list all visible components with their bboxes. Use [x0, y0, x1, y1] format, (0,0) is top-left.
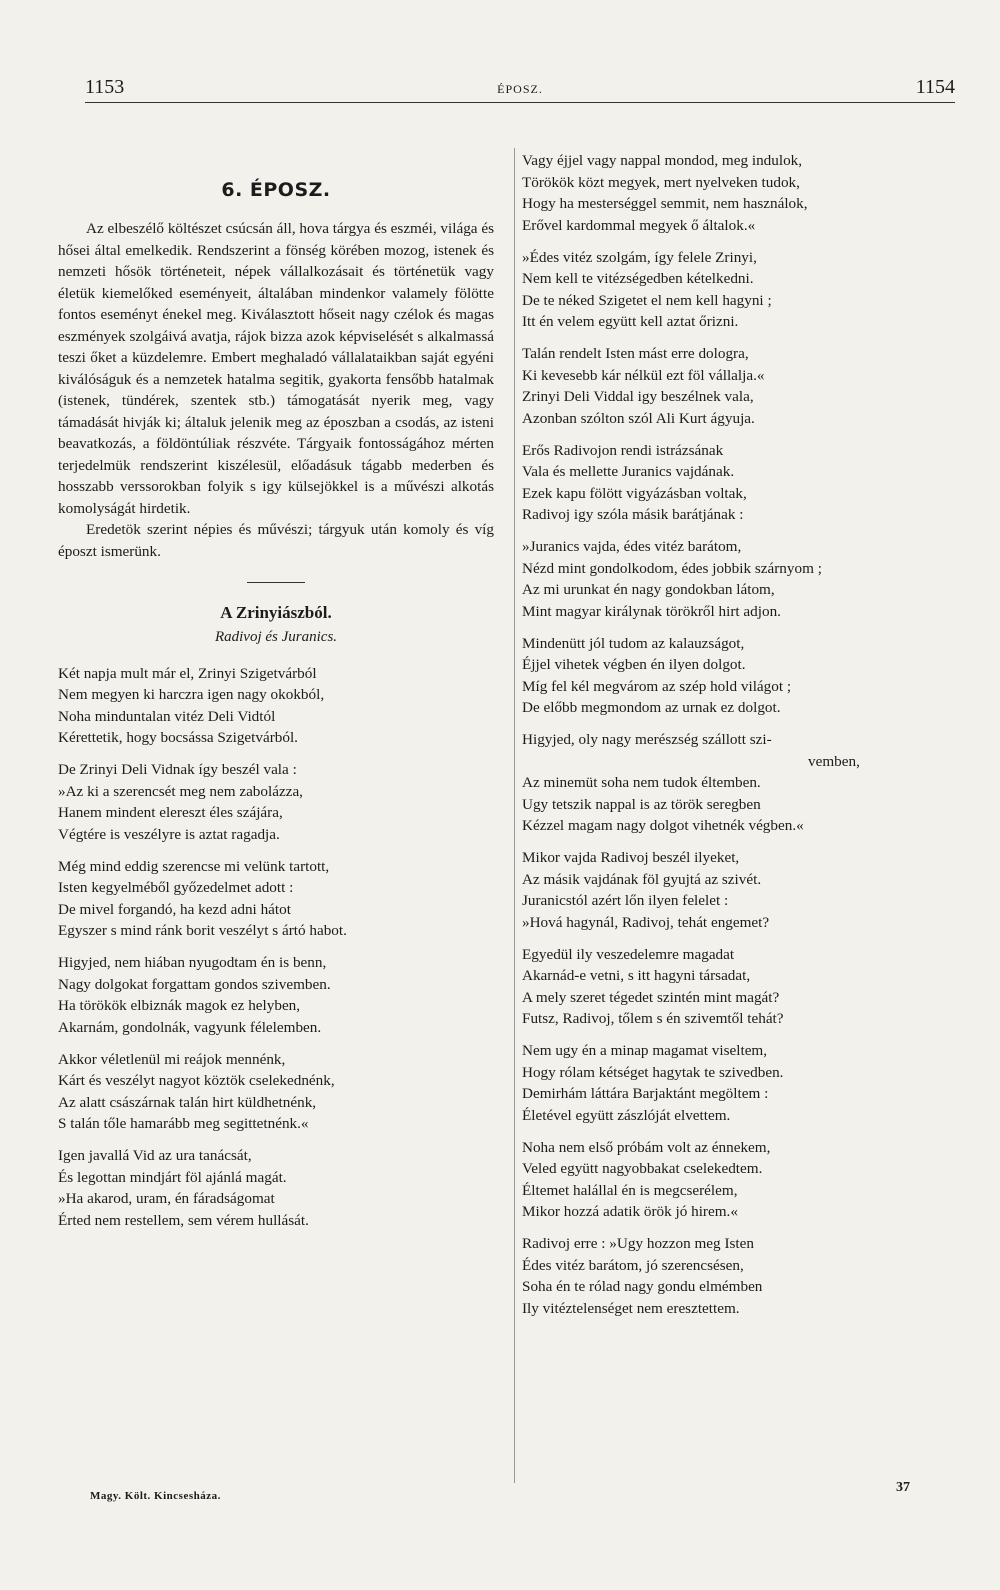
verse-line: Igen javallá Vid az ura tanácsát,: [58, 1147, 252, 1164]
verse-line: Egyszer s mind ránk borit veszélyt s ártó habot.: [58, 922, 347, 939]
page-number-left: 1153: [85, 76, 125, 98]
verse-line: »Édes vitéz szolgám, így felele Zrinyi,: [522, 248, 757, 266]
verse-line: »Az ki a szerencsét meg nem zabolázza,: [58, 782, 303, 800]
right-poem-stanzas: [522, 150, 962, 1319]
verse-line: Soha én te rólad nagy gondu elmémben: [522, 1278, 763, 1295]
verse-line: Erővel kardommal megyek ő általok.«: [522, 216, 756, 234]
verse-line: Éltemet halállal én is megcserélem,: [522, 1181, 738, 1199]
poem-stanza: [522, 1040, 962, 1126]
poem-stanza: [522, 440, 962, 526]
verse-line: Végtére is veszélyre is aztat ragadja.: [58, 825, 280, 843]
running-title: ÉPOSZ.: [497, 82, 543, 96]
verse-line: S talán tőle hamarább meg segittetnénk.«: [58, 1115, 309, 1132]
verse-line: Míg fel kél megvárom az szép hold világot ;: [522, 677, 792, 695]
verse-line: Ki kevesebb kár nélkül ezt föl vállalja.«: [522, 366, 765, 384]
verse-line: Életével együtt zászlóját elvettem.: [522, 1106, 731, 1124]
separator-rule: [247, 582, 305, 583]
verse-line: Hogy ha mesterséggel semmit, nem használok,: [522, 195, 808, 212]
verse-line: Ezek kapu fölött vigyázásban voltak,: [522, 484, 747, 502]
verse-line: Nézd mint gondolkodom, édes jobbik szárnyom ;: [522, 559, 822, 577]
verse-line: Erős Radivojon rendi istrázsának: [522, 441, 724, 459]
verse-line: Vala és mellette Juranics vajdának.: [522, 463, 735, 480]
verse-line: Akarnám, gondolnák, vagyunk félelemben.: [58, 1018, 322, 1036]
verse-line: Itt én velem együtt kell aztat őrizni.: [522, 313, 739, 330]
poem-stanza: [58, 663, 494, 749]
verse-line: Talán rendelt Isten mást erre dologra,: [522, 345, 749, 362]
poem-stanza: [58, 1049, 494, 1135]
verse-line: Éjjel vihetek végben én ilyen dolgot.: [522, 656, 746, 673]
poem-stanza: [58, 1145, 494, 1231]
verse-line: Édes vitéz barátom, jó szerencsésen,: [522, 1256, 744, 1274]
verse-line: Az alatt császárnak talán hirt küldhetnénk,: [58, 1093, 317, 1111]
verse-line: Mint magyar királynak törökről hirt adjon.: [522, 602, 781, 620]
left-poem-stanzas: [58, 663, 494, 1232]
verse-line: Nagy dolgokat forgattam gondos szivemben.: [58, 975, 331, 993]
verse-line: Két napja mult már el, Zrinyi Szigetvárból: [58, 664, 317, 682]
intro-paragraph: Az elbeszélő költészet csúcsán áll, hova tárgya és eszméi, világa és hősei által emelkedik. Rendszerint a fönség körében mozog, istenek és nemzeti hősök történeteit, népek vállalkozásait és történetük vagy életük kiemelőked eseményeit, általában mindenkor valamely fölötte fontos eseményt énekel meg. Kiválasztott hőseit nagy czélok és magas eszmények szolgáivá avatja, rájok bizza azok képviselését s alkalmassá teszi őket a küzdelemre. Embert meghaladó vállalataikban saját egyéni kiválóságuk és a nemzetek hatalma segitik, gyakorta fensőbb hatalmak (istenek, tündérek, szentek stb.) támogatását nyerik meg, vagy támadását hivják ki; általuk jelenik meg az époszban a csodás, az isteni beavatkozás, a földöntúliak részvéte. Tárgyaik fontosságához mérten terjedelmük rendszerint kiszélesül, előadásuk tágabb mederben és hosszabb verssorokban folyik s igy külsejökkel is a művészi alkotás komolyságát hirdetik.: [58, 220, 494, 517]
poem-title: A Zrinyiászból.: [220, 603, 332, 622]
verse-line: »Juranics vajda, édes vitéz barátom,: [522, 538, 742, 555]
verse-line: Törökök közt megyek, mert nyelveken tudok,: [522, 173, 800, 191]
verse-line: De Zrinyi Deli Vidnak így beszél vala :: [58, 761, 297, 778]
poem-stanza: [522, 343, 962, 429]
verse-line: Akarnád-e vetni, s itt hagyni társadat,: [522, 967, 751, 984]
poem-stanza: [522, 247, 962, 333]
verse-line: Vagy éjjel vagy nappal mondod, meg indulok,: [522, 152, 803, 169]
poem-stanza: [522, 1137, 962, 1223]
verse-line: Kézzel magam nagy dolgot vihetnék végben.«: [522, 817, 804, 834]
verse-line: Mikor vajda Radivoj beszél ilyeket,: [522, 849, 740, 866]
poem-stanza: [522, 150, 962, 236]
poem-stanza: [58, 759, 494, 845]
intro-paragraph: Eredetök szerint népies és művészi; tárgyuk után komoly és víg époszt ismerünk.: [58, 521, 494, 560]
verse-line: vemben,: [808, 752, 860, 770]
verse-line: A mely szeret tégedet szintén mint magát?: [522, 988, 780, 1006]
verse-line: Az mi urunkat én nagy gondokban látom,: [522, 581, 775, 598]
verse-line: Radivoj igy szóla másik barátjának :: [522, 506, 744, 523]
verse-line: »Hová hagynál, Radivoj, tehát engemet?: [522, 913, 770, 931]
poem-stanza: [522, 847, 962, 933]
verse-line: »Ha akarod, uram, én fáradságomat: [58, 1190, 275, 1207]
verse-line: Kárt és veszélyt nagyot köztök cselekednénk,: [58, 1072, 335, 1089]
imprint-footer: Magy. Költ. Kincsesháza.: [90, 1490, 221, 1502]
column-divider: [514, 148, 515, 1483]
verse-line: Érted nem restellem, sem vérem hullását.: [58, 1211, 309, 1229]
verse-line: Akkor véletlenül mi reájok mennénk,: [58, 1050, 286, 1068]
verse-line: Mikor hozzá adatik örök jó hirem.«: [522, 1203, 738, 1220]
verse-line: Ha törökök elbiznák magok ez helyben,: [58, 997, 301, 1014]
verse-line: De előbb megmondom az urnak ez dolgot.: [522, 699, 781, 716]
verse-line: Veled együtt nagyobbakat cselekedtem.: [522, 1160, 763, 1177]
signature-mark: 37: [896, 1480, 910, 1495]
poem-subtitle: Radivoj és Juranics.: [214, 629, 338, 645]
verse-line: Noha nem első próbám volt az énnekem,: [522, 1138, 771, 1156]
verse-line: Ily vitéztelenséget nem eresztettem.: [522, 1299, 740, 1317]
verse-line: Kérettetik, hogy bocsássa Szigetvárból.: [58, 729, 298, 746]
verse-line: Demirhám láttára Barjaktánt megöltem :: [522, 1085, 769, 1102]
poem-stanza: [522, 729, 962, 837]
verse-line: De mivel forgandó, ha kezd adni hátot: [58, 900, 291, 918]
verse-line: Nem kell te vitézségedben kételkedni.: [522, 270, 754, 287]
verse-line: Hanem mindent elereszt éles szájára,: [58, 804, 283, 821]
verse-line: Nem ugy én a minap magamat viseltem,: [522, 1042, 768, 1059]
page-header: [85, 70, 955, 103]
left-column: [58, 178, 494, 1242]
verse-line: Az minemüt soha nem tudok éltemben.: [522, 774, 761, 791]
verse-line: Noha minduntalan vitéz Deli Vidtól: [58, 707, 276, 725]
poem-stanza: [522, 1233, 962, 1319]
page-number-right: 1154: [915, 76, 955, 98]
poem-stanza: [58, 856, 494, 942]
verse-line: Isten kegyelméből győzedelmet adott :: [58, 879, 294, 896]
verse-line: Zrinyi Deli Viddal igy beszélnek vala,: [522, 388, 754, 405]
verse-line: Hogy rólam kétséget hagytak te szivedben.: [522, 1063, 784, 1081]
verse-line: Radivoj erre : »Ugy hozzon meg Isten: [522, 1235, 754, 1252]
verse-line: Higyjed, nem hiában nyugodtam én is benn,: [58, 954, 327, 971]
right-column: [522, 150, 962, 1330]
poem-stanza: [522, 633, 962, 719]
verse-line: Futsz, Radivoj, tőlem s én szivemtől tehát?: [522, 1010, 784, 1027]
verse-line: De te néked Szigetet el nem kell hagyni ;: [522, 291, 772, 309]
verse-line: Ugy tetszik nappal is az török seregben: [522, 795, 761, 813]
verse-line: Egyedül ily veszedelemre magadat: [522, 945, 735, 963]
poem-stanza: [522, 536, 962, 622]
verse-line: Higyjed, oly nagy merészség szállott szi-: [522, 731, 772, 748]
verse-line: Azonban szólton szól Ali Kurt ágyuja.: [522, 409, 755, 427]
poem-stanza: [522, 944, 962, 1030]
poem-stanza: [58, 952, 494, 1038]
verse-line: Nem megyen ki harczra igen nagy okokból,: [58, 686, 325, 703]
section-title: 6. ÉPOSZ.: [221, 179, 331, 201]
verse-line: Mindenütt jól tudom az kalauzságot,: [522, 634, 745, 652]
verse-line: Még mind eddig szerencse mi velünk tartott,: [58, 857, 330, 875]
intro-text: [58, 218, 494, 562]
verse-line: És legottan mindjárt föl ajánlá magát.: [58, 1168, 287, 1186]
verse-line: Az másik vajdának föl gyujtá az szivét.: [522, 870, 762, 888]
verse-line: Juranicstól azért lőn ilyen felelet :: [522, 892, 729, 909]
